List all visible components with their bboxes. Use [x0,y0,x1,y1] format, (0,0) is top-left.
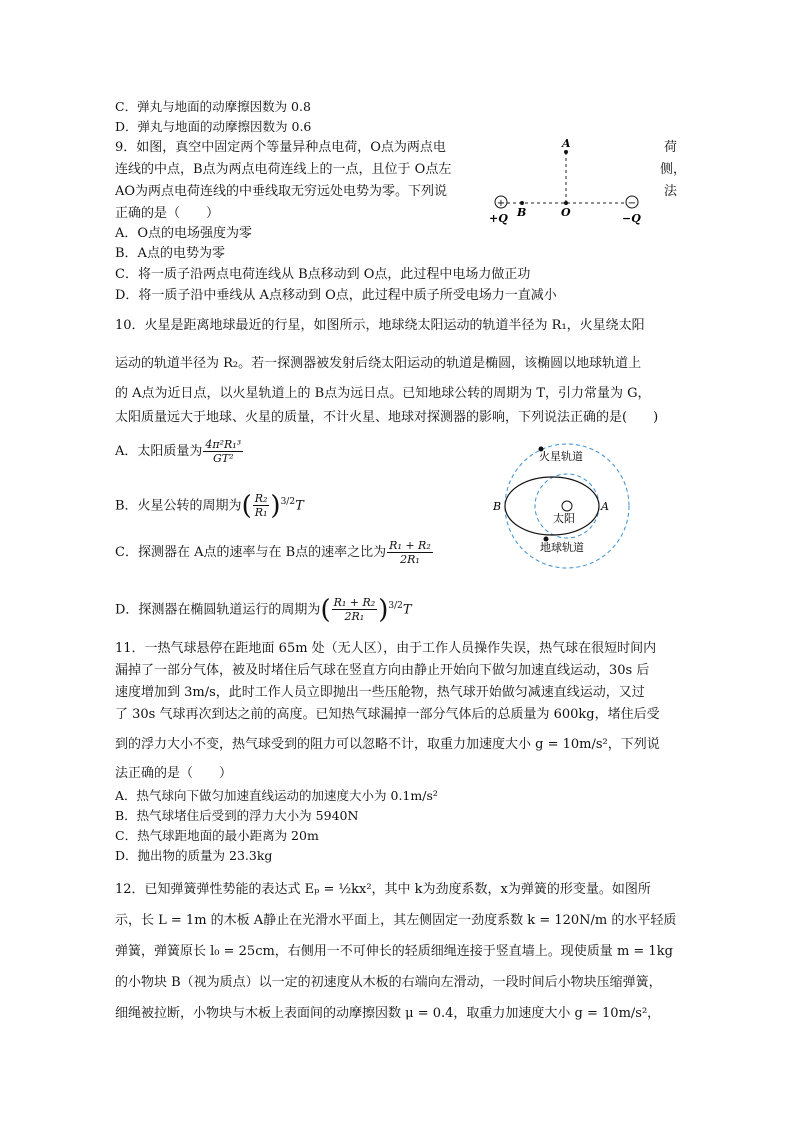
q10-option-c-den: 2R₁ [400,553,420,566]
q11-line6: 法正确的是（ ） [115,766,233,781]
q9-label-plus-q: +Q [489,212,508,225]
q10-line2: 运动的轨道半径为 R₂。若一探测器被发射后绕太阳运动的轨道是椭圆，该椭圆以地球轨道上 [115,356,642,371]
q10-option-d-text: D．探测器在椭圆轨道运行的周期为 [115,602,321,618]
q10-option-d-den: 2R₁ [344,610,365,624]
q12-line2: 示，长 L = 1m 的木板 A静止在光滑水平面上，其左侧固定一劲度系数 k = 120N/m 的水平轻质 [115,913,677,928]
q9-line1: 9．如图，真空中固定两个等量异种点电荷，O点为两点电 [115,140,446,155]
q11-option-a: A．热气球向下做匀加速直线运动的加速度大小为 0.1m/s² [115,788,438,803]
q12-line1: 12．已知弹簧弹性势能的表达式 Eₚ = ½kx²，其中 k为劲度系数，x为弹簧的形变量。如图所 [115,882,651,897]
q12-line3: 弹簧，弹簧原长 l₀ = 25cm，右侧用一不可伸长的轻质细绳连接于竖直墙上。现使质量 m = 1kg [115,944,673,959]
q9-label-o: O [561,206,571,219]
q10-option-a-num: 4π²R₁³ [205,438,242,451]
q10-option-b-text: B．火星公转的周期为 [115,498,242,514]
q9-charge-diagram [480,134,650,230]
q9-line2: 连线的中点，B点为两点电荷连线上的一点，且位于 O点左 [115,162,452,177]
q9-point-o [564,201,568,205]
q9-line2-tail: 侧， [660,162,687,177]
q10-line3: 的 A点为近日点，以火星轨道上的 B点为远日点。已知地球公转的周期为 T，引力常量为 G， [115,386,651,401]
q10-option-d-fraction [332,596,378,623]
q11-line4: 了 30s 气球再次到达之前的高度。已知热气球漏掉一部分气体后的总质量为 600kg，堵住后受 [115,707,660,722]
q9-point-a [564,150,568,154]
q9-label-minus-q: −Q [622,212,641,225]
q10-sun-label: 太阳 [553,512,575,525]
q10-mars-orbit-label: 火星轨道 [539,450,583,463]
q9-option-d: D．将一质子沿中垂线从 A点移动到 O点，此过程中质子所受电场力一直减小 [115,288,557,303]
q10-option-a-den: GT² [212,452,234,465]
q12-line4: 的小物块 B（视为质点）以一定的初速度从木板的右端向左滑动，一段时间后小物块压缩弹簧， [115,975,662,990]
q10-option-b-fraction [253,492,270,519]
q10-earth-orbit-label: 地球轨道 [540,541,584,554]
q9-plus-symbol: + [496,198,506,209]
prev-option-c: C．弹丸与地面的动摩擦因数为 0.8 [115,99,311,114]
q9-point-b [520,201,524,205]
q9-line3: AO为两点电荷连线的中垂线取无穷远处电势为零。下列说 [115,184,448,199]
q10-sun [562,501,572,511]
q9-label-b: B [517,206,527,219]
q10-option-b-suffix: T [295,498,304,514]
q10-option-c-text: C．探测器在 A点的速率与在 B点的速率之比为 [115,545,387,560]
q9-option-b: B．A点的电势为零 [115,246,225,261]
q10-line4: 太阳质量远大于地球、火星的质量，不计火星、地球对探测器的影响，下列说法正确的是( ) [115,410,659,425]
q11-option-b: B．热气球堵住后受到的浮力大小为 5940N [115,808,359,823]
q10-probe-ellipse [505,477,599,535]
q10-label-a: A [601,500,609,513]
q11-line5: 到的浮力大小不变，热气球受到的阻力可以忽略不计，取重力加速度大小 g = 10m/s²，下列说 [115,737,660,752]
q10-option-d-suffix: T [402,602,412,618]
q9-option-c: C．将一质子沿两点电荷连线从 B点移动到 O点，此过程中电场力做正功 [115,267,531,282]
q10-option-a-text: A．太阳质量为 [115,444,203,459]
q10-option-a [115,437,244,467]
q10-option-c-fraction [387,539,433,566]
q9-option-a: A．O点的电场强度为零 [115,226,253,241]
q9-line4: 正确的是（ ） [115,206,220,221]
q10-option-b-exponent: 3/2 [280,497,296,507]
q11-option-d: D．抛出物的质量为 23.3kg [115,848,273,863]
q10-option-b-den: R₁ [254,506,268,520]
q9-line1-tail: 荷 [664,140,678,155]
q10-option-d-num: R₁ + R₂ [333,596,376,610]
q11-line2: 漏掉了一部分气体，被及时堵住后气球在竖直方向由静止开始向下做匀加速直线运动，30s 后 [115,663,650,678]
q11-line3: 速度增加到 3m/s，此时工作人员立即抛出一些压舱物，热气球开始做匀减速直线运动，又过 [115,685,645,700]
q9-line3-tail: 法 [664,184,678,199]
q10-option-d: D．探测器在椭圆轨道运行的周期为( $\frac{\text{R₁ + R₂}}{\text{2R₁}}$ )$^{3/2}$T [115,594,412,625]
q9-minus-symbol: − [627,198,637,209]
q10-option-a-fraction [203,438,243,465]
q10-line1: 10．火星是距离地球最近的行星，如图所示，地球绕太阳运动的轨道半径为 R₁，火星绕太阳 [115,318,645,333]
q10-option-b: B．火星公转的周期为( $\frac{\text{R₂}}{\text{R₁}}$ )$^{3/2}$T [115,490,304,521]
q11-line1: 11．一热气球悬停在距地面 65m 处（无人区），由于工作人员操作失误，热气球在很短时间内 [115,641,657,656]
q10-option-c-num: R₁ + R₂ [389,539,431,552]
q12-line5: 细绳被拉断，小物块与木板上表面间的动摩擦因数 μ = 0.4，取重力加速度大小 g = 10m/s²， [115,1006,661,1021]
q10-option-c [115,538,434,568]
q10-orbit-diagram [488,440,638,570]
q10-option-b-num: R₂ [254,492,268,506]
q9-label-a: A [562,137,571,150]
q11-option-c: C．热气球距地面的最小距离为 20m [115,828,319,843]
prev-option-d: D．弹丸与地面的动摩擦因数为 0.6 [115,119,312,134]
q10-label-b: B [493,500,502,513]
q10-option-d-exponent: 3/2 [388,601,403,611]
